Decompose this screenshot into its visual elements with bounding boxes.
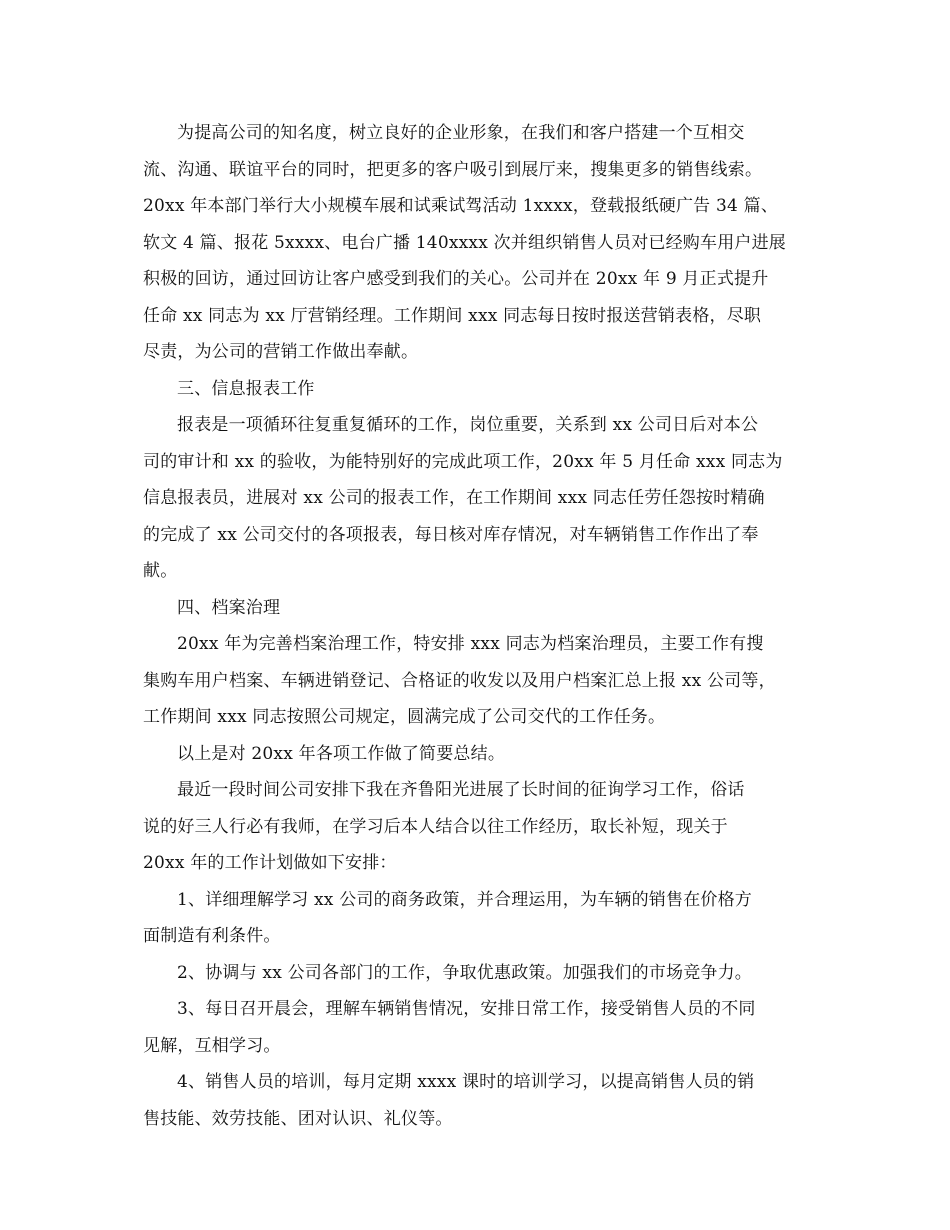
text-line: 2、协调与 xx 公司各部门的工作，争取优惠政策。加强我们的市场竞争力。 xyxy=(177,962,752,983)
text-line: 工作期间 xxx 同志按照公司规定，圆满完成了公司交代的工作任务。 xyxy=(143,707,666,727)
text-line: 积极的回访，通过回访让客户感受到我们的关心。公司并在 20xx 年 9 月正式提升 xyxy=(143,269,769,289)
text-line: 为提高公司的知名度，树立良好的企业形象，在我们和客户搭建一个互相交 xyxy=(177,123,745,143)
text-line: 以上是对 20xx 年各项工作做了简要总结。 xyxy=(177,743,506,764)
text-line: 20xx 年本部门举行大小规模车展和试乘试驾活动 1xxxx，登载报纸硬广告 34 篇、 xyxy=(143,196,779,216)
text-line: 任命 xx 同志为 xx 厅营销经理。工作期间 xxx 同志每日按时报送营销表格，尽职 xyxy=(143,305,762,326)
text-line: 说的好三人行必有我师，在学习后本人结合以往工作经历，取长补短，现关于 xyxy=(143,816,728,837)
text-line: 尽责，为公司的营销工作做出奉献。 xyxy=(143,342,419,362)
text-line: 信息报表员，进展对 xx 公司的报表工作，在工作期间 xxx 同志任劳任怨按时精确 xyxy=(143,488,765,508)
text-line: 报表是一项循环往复重复循环的工作，岗位重要，关系到 xx 公司日后对本公 xyxy=(177,415,759,435)
text-line: 3、每日召开晨会，理解车辆销售情况，安排日常工作，接受销售人员的不同 xyxy=(177,999,756,1019)
text-line: 最近一段时间公司安排下我在齐鲁阳光进展了长时间的征询学习工作，俗话 xyxy=(177,780,745,800)
text-line: 见解，互相学习。 xyxy=(143,1035,281,1056)
text-line: 的完成了 xx 公司交付的各项报表，每日核对库存情况，对车辆销售工作作出了奉 xyxy=(143,524,759,545)
text-line: 四、档案治理 xyxy=(177,597,281,618)
text-line: 集购车用户档案、车辆进销登记、合格证的收发以及用户档案汇总上报 xx 公司等， xyxy=(143,670,776,691)
document-body xyxy=(143,115,818,1137)
text-line: 20xx 年为完善档案治理工作，特安排 xxx 同志为档案治理员，主要工作有搜 xyxy=(177,634,764,654)
text-line: 1、详细理解学习 xx 公司的商务政策，并合理运用，为车辆的销售在价格方 xyxy=(177,889,752,910)
text-line: 软文 4 篇、报花 5xxxx、电台广播 140xxxx 次并组织销售人员对已经购车用户进展 xyxy=(143,232,786,253)
text-line: 面制造有利条件。 xyxy=(143,926,281,946)
text-line: 三、信息报表工作 xyxy=(177,378,315,399)
text-line: 售技能、效劳技能、团对认识、礼仪等。 xyxy=(143,1108,453,1129)
text-line: 司的审计和 xx 的验收，为能特别好的完成此项工作，20xx 年 5 月任命 xxx 同志为 xyxy=(143,451,783,472)
text-line: 20xx 年的工作计划做如下安排： xyxy=(143,853,397,873)
text-line: 献。 xyxy=(143,561,178,581)
text-line: 4、销售人员的培训，每月定期 xxxx 课时的培训学习，以提高销售人员的销 xyxy=(177,1072,755,1092)
text-line: 流、沟通、联谊平台的同时，把更多的客户吸引到展厅来，搜集更多的销售线索。 xyxy=(143,159,763,180)
